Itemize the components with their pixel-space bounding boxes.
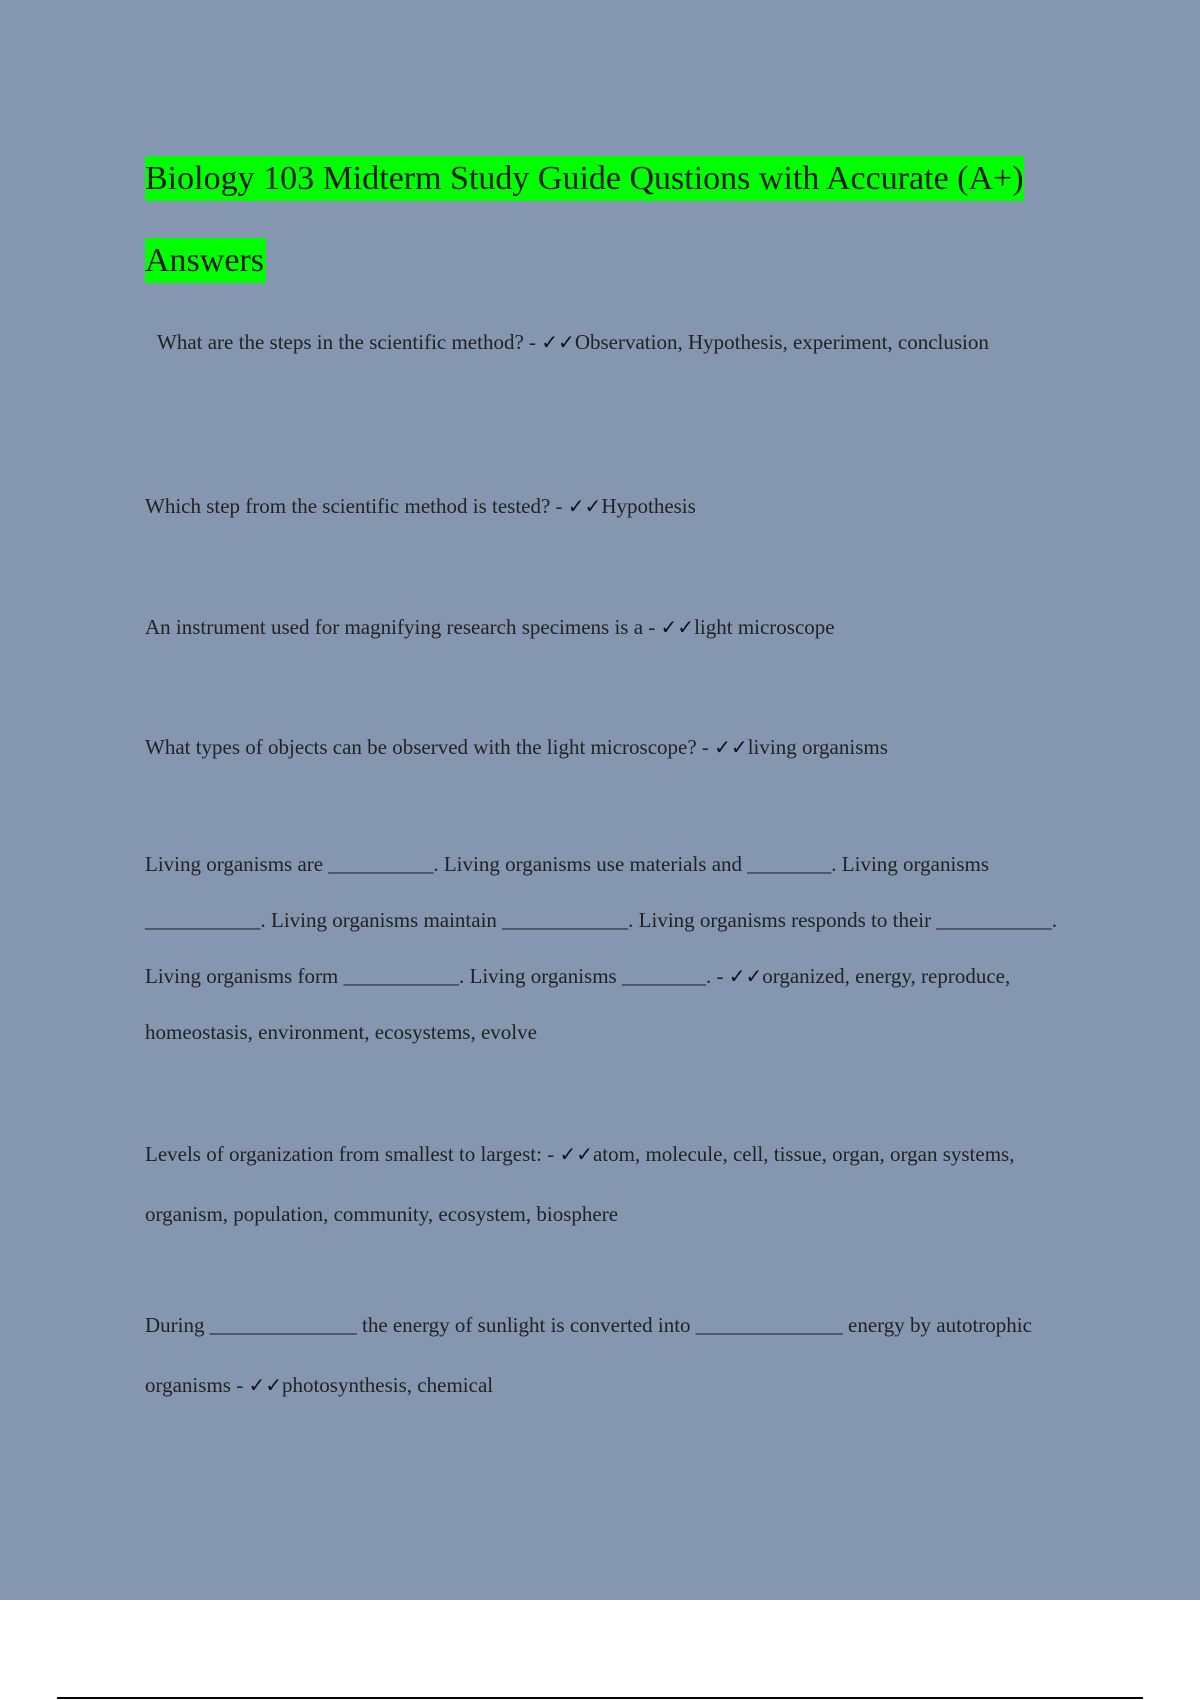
separator: - [550,494,568,518]
qa-item-2 [145,488,1090,524]
document-title [145,138,1090,302]
separator: - [696,735,715,759]
question-text: An instrument used for magnifying research specimens is a [145,615,644,639]
qa-item-6 [145,1124,1090,1244]
separator: - [541,1142,560,1166]
answer-text: Observation, Hypothesis, experiment, conclusion [574,330,989,354]
answer-text: atom, molecule, cell, tissue, organ, organ systems, organism, population, community, ecosystem, biosphere [145,1142,1015,1226]
separator: - [643,615,661,639]
double-check-icon: ✓✓ [714,735,748,759]
question-text: Living organisms are __________. Living organisms use materials and ________. Living organisms ___________. Living organisms maintain ____________. Living organisms responds to their ___________. Living organisms form ___________. Living organisms ________. [145,852,1058,988]
double-check-icon: ✓✓ [728,964,763,988]
question-text: During ______________ the energy of sunlight is converted into ______________ energy by autotrophic organisms [145,1313,1032,1397]
double-check-icon: ✓✓ [567,494,602,518]
separator: - [230,1373,249,1397]
qa-item-5 [145,836,1090,1060]
qa-item-7 [145,1295,1090,1415]
double-check-icon: ✓✓ [541,330,575,354]
title-highlight: Biology 103 Midterm Study Guide Qustions with Accurate (A+) Answers [145,156,1024,283]
question-text: Levels of organization from smallest to largest: [145,1142,542,1166]
qa-item-3 [145,609,1090,645]
double-check-icon: ✓✓ [559,1142,593,1166]
double-check-icon: ✓✓ [248,1373,282,1397]
answer-text: photosynthesis, chemical [281,1373,494,1397]
separator: - [523,330,542,354]
answer-text: Hypothesis [601,494,696,518]
answer-text: living organisms [747,735,888,759]
question-text: What types of objects can be observed with the light microscope? [145,735,697,759]
footer-divider [57,1697,1143,1699]
question-text: Which step from the scientific method is tested? [145,494,551,518]
separator: - [711,964,729,988]
qa-item-1 [145,312,1090,372]
double-check-icon: ✓✓ [660,615,695,639]
answer-text: light microscope [694,615,835,639]
qa-item-4 [145,729,1090,765]
answer-text: organized, energy, reproduce, homeostasis, environment, ecosystems, evolve [145,964,1011,1044]
question-text: What are the steps in the scientific method? [157,330,524,354]
